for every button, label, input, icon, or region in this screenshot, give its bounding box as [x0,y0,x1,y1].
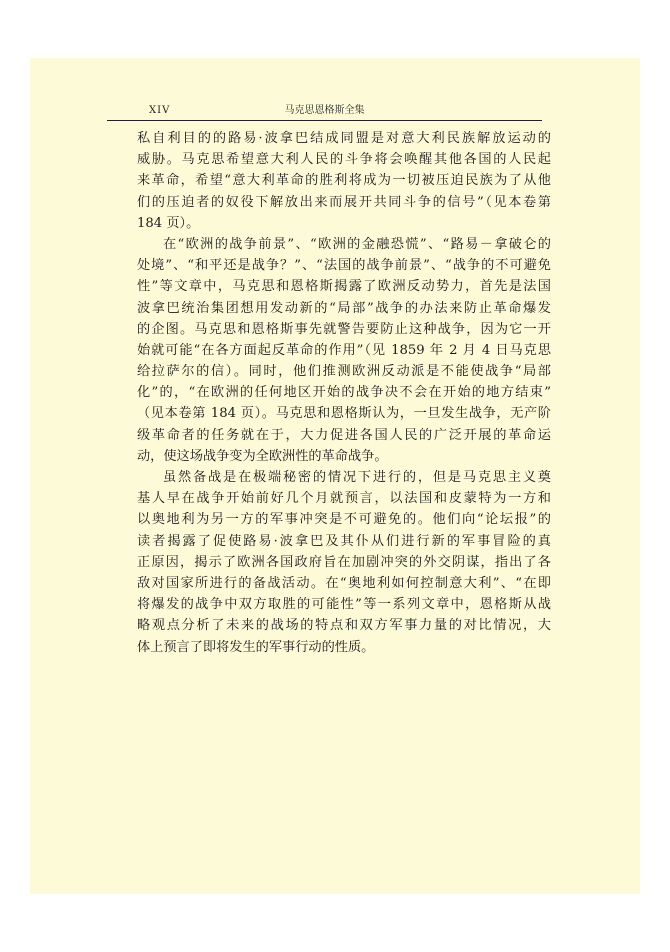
paragraph [137,467,551,658]
paragraph [137,128,551,234]
text-line: 敌对国家所进行的备战活动。在“奥地利如何控制意大利”、“在即 [137,575,551,591]
text-line: 略观点分析了未来的战场的特点和双方军事力量的对比情况，大 [137,618,551,634]
running-header [107,100,542,121]
text-line: 级革命者的任务就在于，大力促进各国人民的广泛开展的革命运 [137,427,551,443]
text-line: 波拿巴统治集团想用发动新的“局部”战争的办法来防止革命爆发 [137,300,551,316]
text-line: 动，使这场战争变为全欧洲性的革命战争。 [137,448,388,464]
text-line: 正原因，揭示了欧洲各国政府旨在加剧冲突的外交阴谋，指出了各 [137,554,551,570]
paragraph [137,234,551,467]
text-line: 们的压迫者的奴役下解放出来而展开共同斗争的信号”（见本卷第 [137,194,551,210]
text-line: 将爆发的战争中双方取胜的可能性”等一系列文章中，恩格斯从战 [137,597,551,613]
text-line: 始就可能“在各方面起反革命的作用”（见 1859 年 2 月 4 日马克思 [137,342,551,358]
text-line: 性”等文章中，马克思和恩格斯揭露了欧洲反动势力，首先是法国 [137,279,551,295]
text-line: 的企图。马克思和恩格斯事先就警告要防止这种战争，因为它一开 [137,321,551,337]
text-line: 基人早在战争开始前好几个月就预言，以法国和皮蒙特为一方和 [137,491,551,507]
text-line: 给拉萨尔的信）。同时，他们推测欧洲反动派是不能使战争“局部 [137,364,551,380]
text-line: 以奥地利为另一方的军事冲突是不可避免的。他们向“论坛报”的 [137,512,551,528]
text-line: 184 页）。 [137,215,200,231]
text-line: 处境”、“和平还是战争？”、“法国的战争前景”、“战争的不可避免 [137,258,551,274]
text-line: 来革命，希望“意大利革命的胜利将成为一切被压迫民族为了从他 [137,173,551,189]
text-line: 虽然备战是在极端秘密的情况下进行的，但是马克思主义奠 [163,470,551,485]
text-line: 读者揭露了促使路易·波拿巴及其仆从们进行新的军事冒险的真 [137,533,551,549]
text-line: 体上预言了即将发生的军事行动的性质。 [137,639,375,655]
text-line: 威胁。马克思希望意大利人民的斗争将会唤醒其他各国的人民起 [137,152,551,168]
text-line: 化”的，“在欧洲的任何地区开始的战争决不会在开始的地方结束” [137,385,551,401]
text-line: （见本卷第 184 页）。马克思和恩格斯认为，一旦发生战争，无产阶 [137,406,551,422]
text-line: 私自利目的的路易·波拿巴结成同盟是对意大利民族解放运动的 [137,131,551,146]
body-text [137,128,551,658]
book-title: 马克思恩格斯全集 [284,105,365,116]
page-number: XIV [149,105,171,116]
text-line: 在“欧洲的战争前景”、“欧洲的金融恐慌”、“路易－拿破仑的 [163,236,551,252]
